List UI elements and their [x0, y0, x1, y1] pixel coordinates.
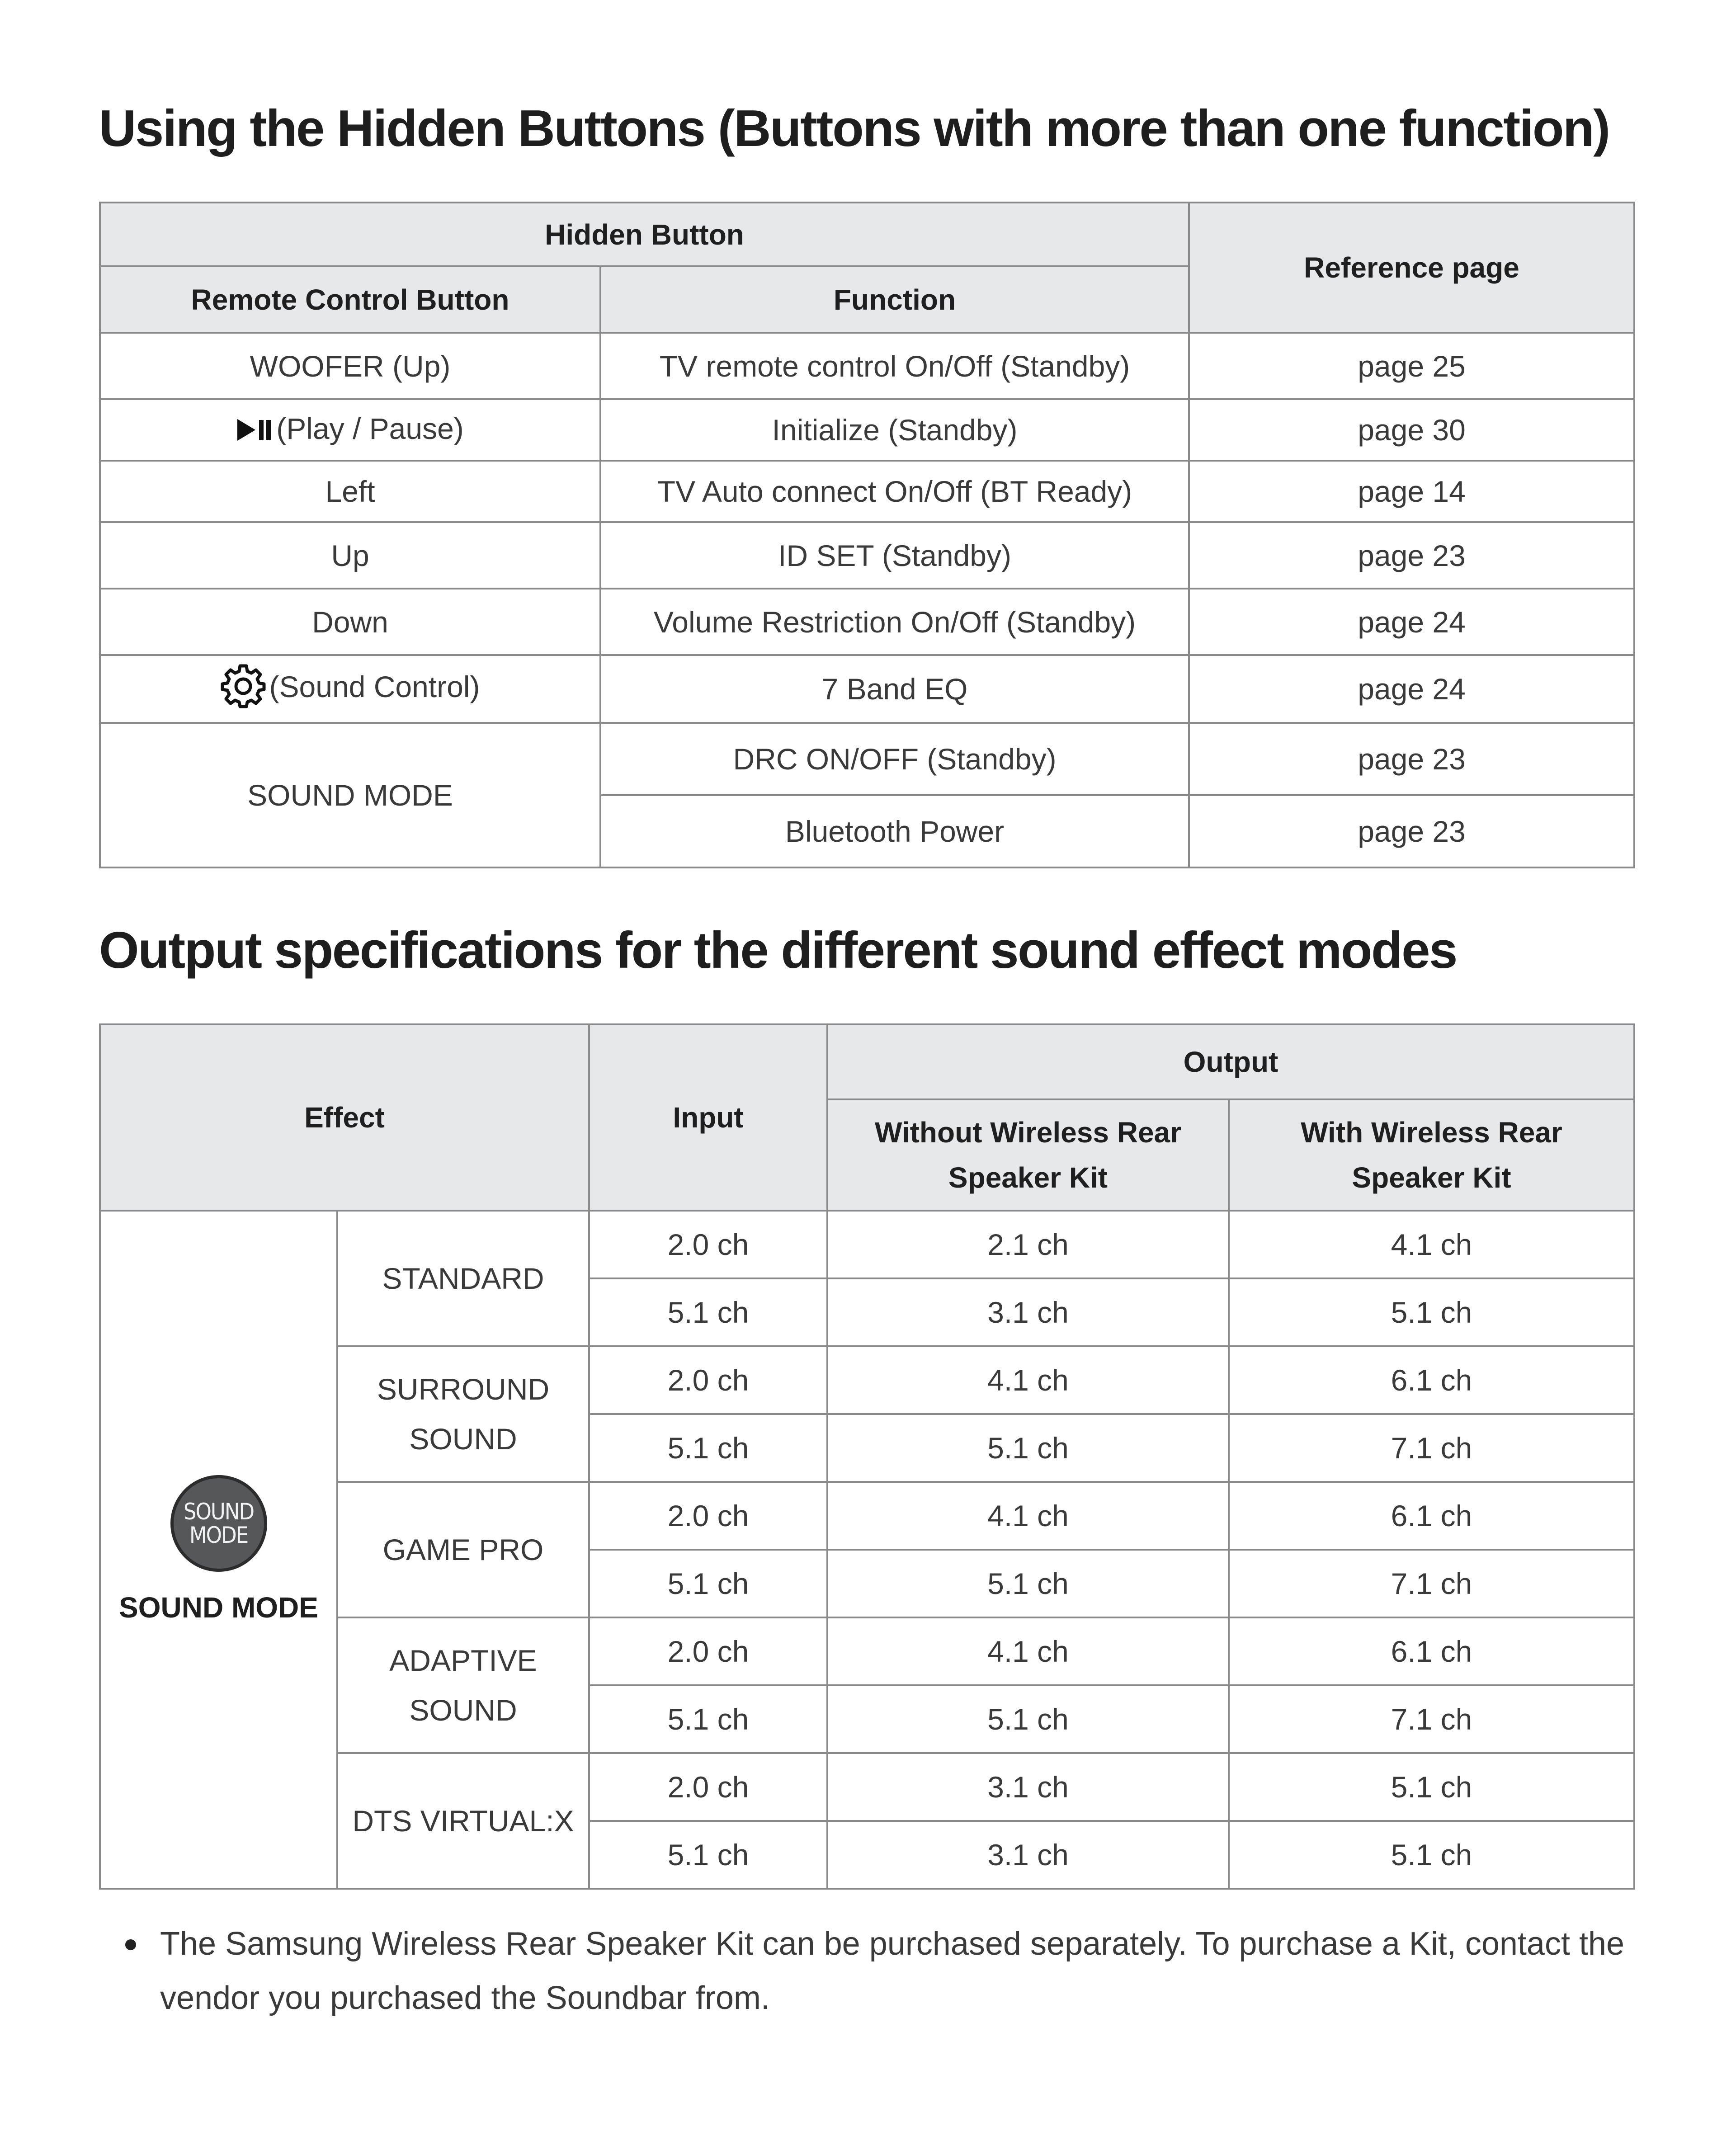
- page-cell: page 24: [1189, 655, 1634, 723]
- input-cell: 2.0 ch: [589, 1753, 827, 1821]
- with-kit-cell: 7.1 ch: [1229, 1685, 1634, 1753]
- header-reference-page: Reference page: [1189, 203, 1634, 333]
- bullet-icon: [125, 1939, 136, 1950]
- input-cell: 5.1 ch: [589, 1278, 827, 1346]
- with-kit-cell: 7.1 ch: [1229, 1550, 1634, 1617]
- header-with-kit: [1229, 1099, 1634, 1211]
- mode-name-line2: SOUND: [409, 1422, 517, 1456]
- page-cell: page 25: [1189, 333, 1634, 399]
- function-cell: ID SET (Standby): [600, 522, 1189, 589]
- function-cell: 7 Band EQ: [600, 655, 1189, 723]
- mode-name-line1: ADAPTIVE: [389, 1644, 537, 1677]
- sound-mode-label: SOUND MODE: [119, 1591, 318, 1624]
- table-row: [100, 333, 1634, 399]
- header-without-kit: [827, 1099, 1229, 1211]
- sound-mode-icon-line1: SOUND: [183, 1499, 254, 1525]
- function-cell: Bluetooth Power: [600, 795, 1189, 867]
- without-kit-cell: 5.1 ch: [827, 1685, 1229, 1753]
- input-cell: 5.1 ch: [589, 1685, 827, 1753]
- gear-icon: [221, 663, 266, 715]
- button-label: (Play / Pause): [276, 412, 464, 446]
- without-kit-cell: 3.1 ch: [827, 1278, 1229, 1346]
- function-cell: Volume Restriction On/Off (Standby): [600, 589, 1189, 655]
- mode-name-line1: SURROUND: [377, 1372, 550, 1406]
- page-cell: page 23: [1189, 522, 1634, 589]
- table-row: [100, 461, 1634, 522]
- function-cell: TV remote control On/Off (Standby): [600, 333, 1189, 399]
- table-row: [100, 655, 1634, 723]
- input-cell: 2.0 ch: [589, 1346, 827, 1414]
- mode-name-cell: STANDARD: [337, 1211, 589, 1346]
- page-cell: page 24: [1189, 589, 1634, 655]
- output-specs-title: Output specifications for the different sound effect modes: [99, 922, 1457, 979]
- header-with-kit-line2: Speaker Kit: [1352, 1161, 1511, 1194]
- with-kit-cell: 7.1 ch: [1229, 1414, 1634, 1482]
- header-output: Output: [827, 1024, 1634, 1099]
- button-cell: SOUND MODE: [100, 723, 600, 867]
- function-cell: TV Auto connect On/Off (BT Ready): [600, 461, 1189, 522]
- with-kit-cell: 6.1 ch: [1229, 1482, 1634, 1550]
- with-kit-cell: 6.1 ch: [1229, 1617, 1634, 1685]
- hidden-buttons-table: [99, 202, 1635, 868]
- table-row: [100, 589, 1634, 655]
- input-cell: 5.1 ch: [589, 1550, 827, 1617]
- sound-mode-cell: [100, 1211, 337, 1889]
- without-kit-cell: 3.1 ch: [827, 1821, 1229, 1889]
- header-without-kit-line2: Speaker Kit: [948, 1161, 1108, 1194]
- header-effect: Effect: [100, 1024, 589, 1211]
- button-cell: Left: [100, 461, 600, 522]
- table-row: [100, 723, 1634, 795]
- button-cell: Down: [100, 589, 600, 655]
- header-hidden-button: Hidden Button: [100, 203, 1189, 266]
- without-kit-cell: 4.1 ch: [827, 1482, 1229, 1550]
- mode-name-line2: SOUND: [409, 1693, 517, 1727]
- header-remote-control-button: Remote Control Button: [100, 266, 600, 333]
- page-cell: page 23: [1189, 723, 1634, 795]
- input-cell: 5.1 ch: [589, 1414, 827, 1482]
- button-cell: [100, 399, 600, 461]
- mode-name-cell: DTS VIRTUAL:X: [337, 1753, 589, 1889]
- mode-name-cell: GAME PRO: [337, 1482, 589, 1617]
- without-kit-cell: 4.1 ch: [827, 1617, 1229, 1685]
- header-with-kit-line1: With Wireless Rear: [1301, 1116, 1562, 1149]
- input-cell: 2.0 ch: [589, 1211, 827, 1278]
- header-function: Function: [600, 266, 1189, 333]
- button-cell: Up: [100, 522, 600, 589]
- page-cell: page 14: [1189, 461, 1634, 522]
- table-row: [100, 399, 1634, 461]
- button-cell: [100, 655, 600, 723]
- with-kit-cell: 5.1 ch: [1229, 1278, 1634, 1346]
- without-kit-cell: 4.1 ch: [827, 1346, 1229, 1414]
- with-kit-cell: 5.1 ch: [1229, 1821, 1634, 1889]
- output-specs-table: [99, 1023, 1635, 1890]
- without-kit-cell: 5.1 ch: [827, 1414, 1229, 1482]
- mode-name-cell: [337, 1617, 589, 1753]
- without-kit-cell: 2.1 ch: [827, 1211, 1229, 1278]
- page-cell: page 30: [1189, 399, 1634, 461]
- table-row: [100, 522, 1634, 589]
- table-row: [100, 1211, 1634, 1278]
- with-kit-cell: 4.1 ch: [1229, 1211, 1634, 1278]
- with-kit-cell: 5.1 ch: [1229, 1753, 1634, 1821]
- note-line2: vendor you purchased the Soundbar from.: [160, 1980, 770, 2016]
- without-kit-cell: 3.1 ch: [827, 1753, 1229, 1821]
- hidden-buttons-title: Using the Hidden Buttons (Buttons with more than one function): [99, 100, 1609, 157]
- button-label: (Sound Control): [269, 669, 480, 703]
- mode-name-cell: [337, 1346, 589, 1482]
- input-cell: 2.0 ch: [589, 1482, 827, 1550]
- header-without-kit-line1: Without Wireless Rear: [874, 1116, 1182, 1149]
- header-input: Input: [589, 1024, 827, 1211]
- note-line1: The Samsung Wireless Rear Speaker Kit can be purchased separately. To purchase a Kit, contact the: [160, 1926, 1625, 1962]
- input-cell: 2.0 ch: [589, 1617, 827, 1685]
- play-pause-icon: [236, 414, 273, 448]
- sound-mode-icon-line2: MODE: [189, 1522, 248, 1548]
- page-cell: page 23: [1189, 795, 1634, 867]
- function-cell: DRC ON/OFF (Standby): [600, 723, 1189, 795]
- purchase-note: [99, 1917, 1633, 2025]
- button-cell: WOOFER (Up): [100, 333, 600, 399]
- without-kit-cell: 5.1 ch: [827, 1550, 1229, 1617]
- input-cell: 5.1 ch: [589, 1821, 827, 1889]
- with-kit-cell: 6.1 ch: [1229, 1346, 1634, 1414]
- function-cell: Initialize (Standby): [600, 399, 1189, 461]
- sound-mode-button-icon: [170, 1475, 267, 1572]
